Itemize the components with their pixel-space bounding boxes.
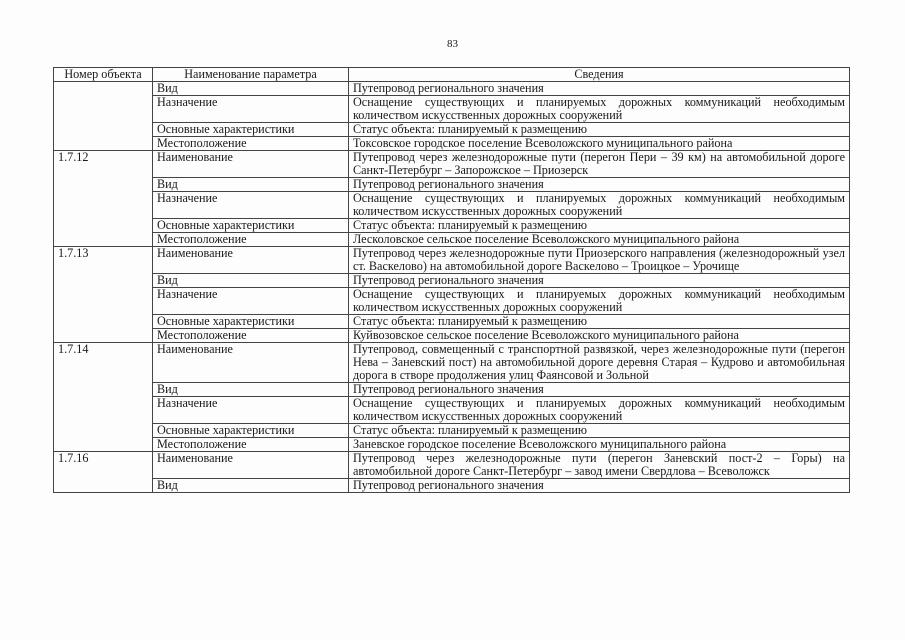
object-number-cell: 1.7.12 [54, 151, 153, 178]
table-row [54, 96, 850, 123]
table-row [54, 329, 850, 343]
details-cell: Путепровод через железнодорожные пути (перегон Пери – 39 км) на автомобильной дороге Санкт-Петербург – Запорожское – Приозерск [349, 151, 850, 178]
details-cell: Путепровод регионального значения [349, 178, 850, 192]
details-cell: Заневское городское поселение Всеволожского муниципального района [349, 438, 850, 452]
details-cell: Токсовское городское поселение Всеволожского муниципального района [349, 137, 850, 151]
object-number-cell [54, 424, 153, 438]
object-number-cell [54, 397, 153, 424]
details-cell: Путепровод регионального значения [349, 479, 850, 493]
table-row [54, 151, 850, 178]
object-number-cell [54, 219, 153, 233]
object-number-cell [54, 479, 153, 493]
table-row [54, 219, 850, 233]
details-cell: Оснащение существующих и планируемых дорожных коммуникаций необходимым количеством искусственных дорожных сооружений [349, 96, 850, 123]
details-cell: Путепровод регионального значения [349, 274, 850, 288]
details-cell: Статус объекта: планируемый к размещению [349, 424, 850, 438]
table-row [54, 178, 850, 192]
object-number-cell [54, 123, 153, 137]
parameter-name-cell: Вид [153, 383, 349, 397]
table-row [54, 452, 850, 479]
header-object-number: Номер объекта [54, 68, 153, 82]
parameter-name-cell: Наименование [153, 343, 349, 383]
table-row [54, 192, 850, 219]
details-cell: Статус объекта: планируемый к размещению [349, 315, 850, 329]
parameter-name-cell: Вид [153, 178, 349, 192]
parameter-name-cell: Основные характеристики [153, 219, 349, 233]
details-cell: Путепровод через железнодорожные пути (перегон Заневский пост-2 – Горы) на автомобильной дороге Санкт-Петербург – завод имени Свердлова – Всеволожск [349, 452, 850, 479]
details-cell: Путепровод регионального значения [349, 383, 850, 397]
object-number-cell [54, 383, 153, 397]
table-row [54, 123, 850, 137]
table-row [54, 274, 850, 288]
object-number-cell [54, 96, 153, 123]
details-cell: Оснащение существующих и планируемых дорожных коммуникаций необходимым количеством искусственных дорожных сооружений [349, 288, 850, 315]
table-row [54, 479, 850, 493]
details-cell: Оснащение существующих и планируемых дорожных коммуникаций необходимым количеством искусственных дорожных сооружений [349, 192, 850, 219]
object-number-cell [54, 178, 153, 192]
parameter-name-cell: Наименование [153, 151, 349, 178]
parameter-name-cell: Местоположение [153, 438, 349, 452]
details-cell: Оснащение существующих и планируемых дорожных коммуникаций необходимым количеством искусственных дорожных сооружений [349, 397, 850, 424]
parameter-name-cell: Назначение [153, 288, 349, 315]
table-body [54, 82, 850, 493]
object-number-cell: 1.7.14 [54, 343, 153, 383]
table-row [54, 397, 850, 424]
object-number-cell [54, 315, 153, 329]
parameter-name-cell: Наименование [153, 452, 349, 479]
details-cell: Куйвозовское сельское поселение Всеволожского муниципального района [349, 329, 850, 343]
object-number-cell [54, 137, 153, 151]
table-row [54, 438, 850, 452]
parameter-name-cell: Вид [153, 82, 349, 96]
details-cell: Путепровод через железнодорожные пути Приозерского направления (железнодорожный узел ст. Васкелово) на автомобильной дороге Васкелово – Троицкое – Урочище [349, 247, 850, 274]
parameter-name-cell: Основные характеристики [153, 315, 349, 329]
details-cell: Путепровод, совмещенный с транспортной развязкой, через железнодорожные пути (перегон Нева – Заневский пост) на автомобильной дороге деревня Старая – Кудрово и автомобильная дорога в створе продолжения улиц Фаянсовой и Зольной [349, 343, 850, 383]
table-row [54, 233, 850, 247]
table-row [54, 343, 850, 383]
details-cell: Статус объекта: планируемый к размещению [349, 219, 850, 233]
page-number: 83 [447, 38, 458, 50]
table-row [54, 137, 850, 151]
table-row [54, 424, 850, 438]
table-row [54, 315, 850, 329]
table-row [54, 288, 850, 315]
table-row [54, 247, 850, 274]
object-number-cell: 1.7.13 [54, 247, 153, 274]
table-row [54, 82, 850, 96]
parameter-name-cell: Назначение [153, 192, 349, 219]
table-header-row [54, 68, 850, 82]
header-parameter-name: Наименование параметра [153, 68, 349, 82]
object-number-cell [54, 192, 153, 219]
object-number-cell: 1.7.16 [54, 452, 153, 479]
object-number-cell [54, 329, 153, 343]
parameter-name-cell: Основные характеристики [153, 424, 349, 438]
object-number-cell [54, 274, 153, 288]
object-number-cell [54, 438, 153, 452]
parameter-name-cell: Основные характеристики [153, 123, 349, 137]
table-row [54, 383, 850, 397]
object-number-cell [54, 82, 153, 96]
parameter-name-cell: Назначение [153, 96, 349, 123]
object-number-cell [54, 233, 153, 247]
details-cell: Лесколовское сельское поселение Всеволожского муниципального района [349, 233, 850, 247]
details-cell: Путепровод регионального значения [349, 82, 850, 96]
parameter-name-cell: Местоположение [153, 233, 349, 247]
parameter-name-cell: Наименование [153, 247, 349, 274]
parameters-table [53, 67, 850, 493]
parameter-name-cell: Местоположение [153, 137, 349, 151]
parameter-name-cell: Вид [153, 479, 349, 493]
parameter-name-cell: Вид [153, 274, 349, 288]
details-cell: Статус объекта: планируемый к размещению [349, 123, 850, 137]
parameter-name-cell: Местоположение [153, 329, 349, 343]
parameter-name-cell: Назначение [153, 397, 349, 424]
object-number-cell [54, 288, 153, 315]
header-details: Сведения [349, 68, 850, 82]
